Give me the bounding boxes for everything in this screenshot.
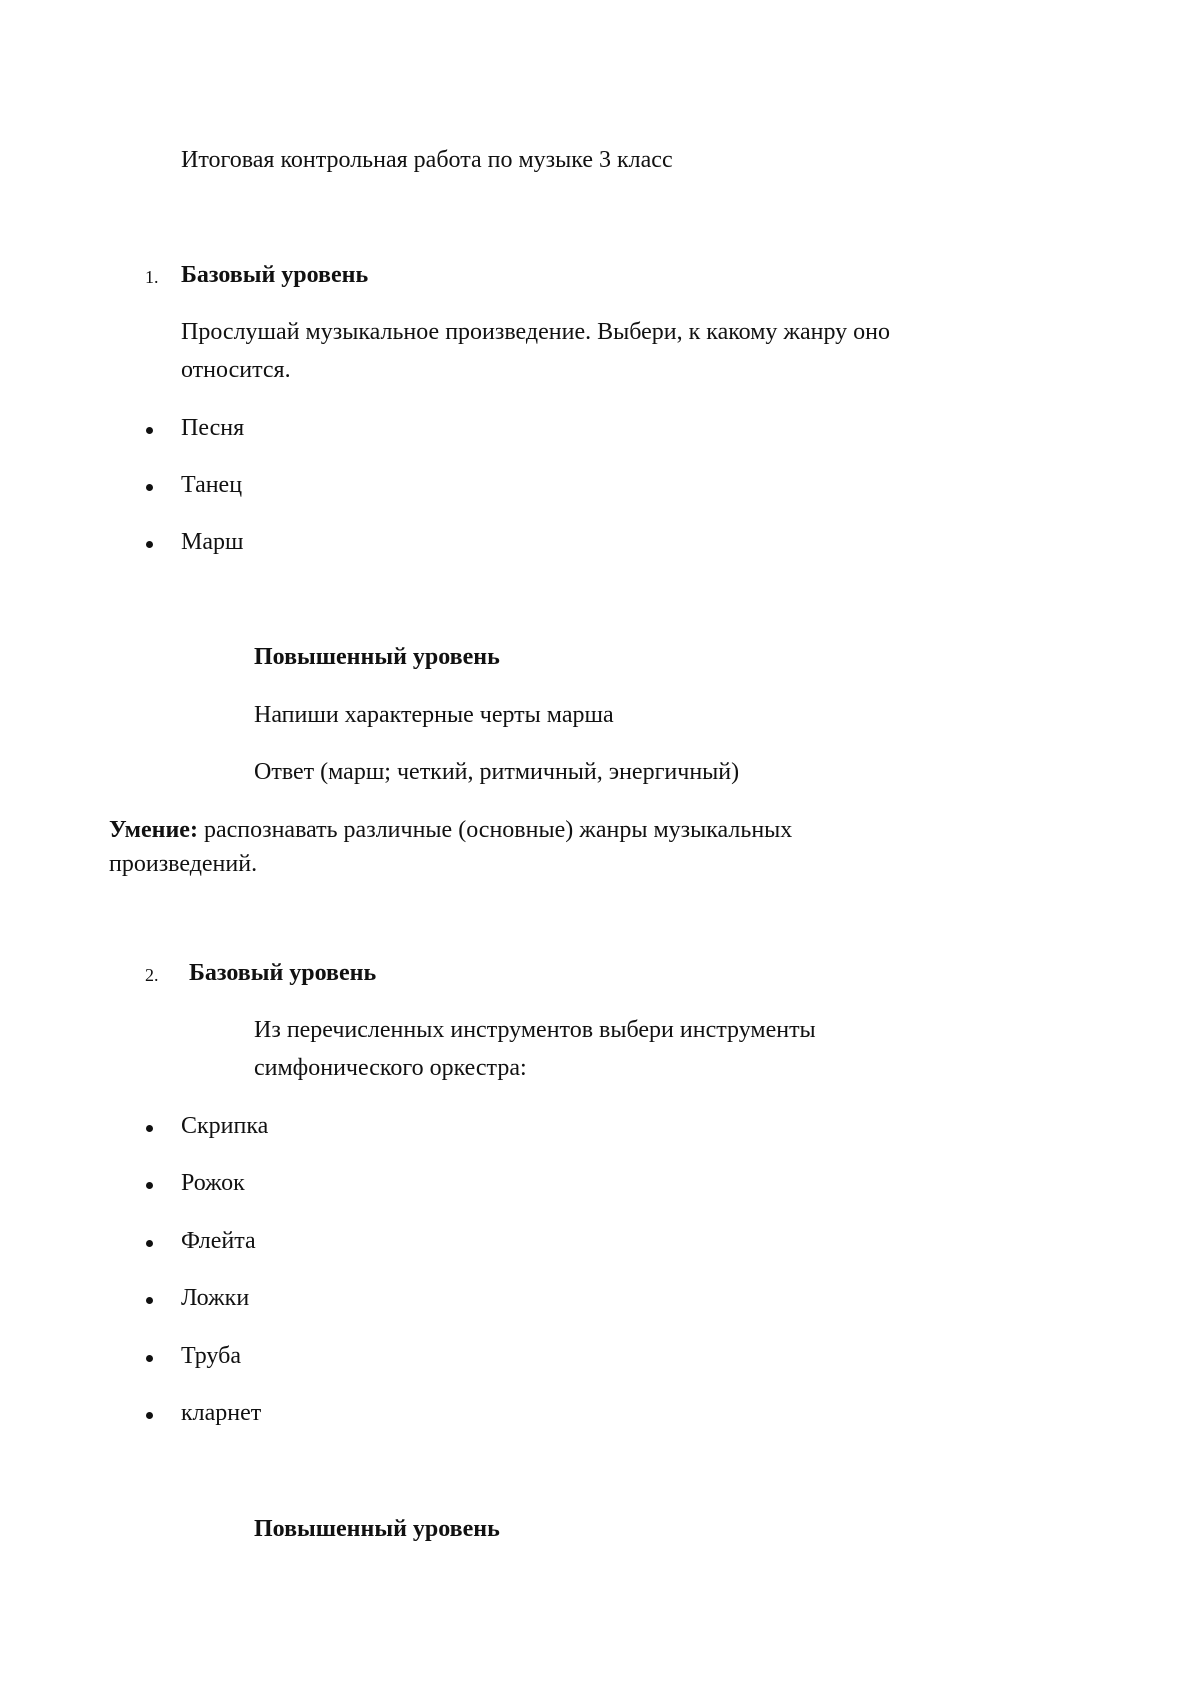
task-2-option: Труба xyxy=(181,1343,241,1369)
task-1-advanced-answer: Ответ (марш; четкий, ритмичный, энергичный) xyxy=(254,759,740,785)
bullet-icon xyxy=(146,1297,153,1304)
task-1-skill-line-2: произведений. xyxy=(109,851,258,877)
task-2-option: Флейта xyxy=(181,1228,256,1254)
task-2-advanced-heading: Повышенный уровень xyxy=(254,1516,500,1542)
task-2-option: кларнет xyxy=(181,1400,262,1426)
task-1-heading: Базовый уровень xyxy=(181,262,369,288)
bullet-icon xyxy=(146,1240,153,1247)
task-2-prompt-line-2: симфонического оркестра: xyxy=(254,1055,527,1081)
task-1-advanced-heading: Повышенный уровень xyxy=(254,644,500,670)
bullet-icon xyxy=(146,427,153,434)
task-1-skill-line-1 xyxy=(109,815,792,845)
skill-label: Умение: xyxy=(109,817,198,843)
task-2-heading: Базовый уровень xyxy=(189,960,377,986)
bullet-icon xyxy=(146,1182,153,1189)
task-1-prompt-line-1: Прослушай музыкальное произведение. Выбери, к какому жанру оно xyxy=(181,319,891,345)
bullet-icon xyxy=(146,484,153,491)
bullet-icon xyxy=(146,1125,153,1132)
task-2-option: Ложки xyxy=(181,1285,250,1311)
task-1-option: Песня xyxy=(181,415,245,441)
task-2-prompt-line-1: Из перечисленных инструментов выбери инструменты xyxy=(254,1017,816,1043)
page-title: Итоговая контрольная работа по музыке 3 класс xyxy=(181,147,673,173)
task-2-option: Рожок xyxy=(181,1170,245,1196)
task-1-advanced-prompt: Напиши характерные черты марша xyxy=(254,702,614,728)
task-2-number: 2. xyxy=(145,965,159,985)
task-2-option: Скрипка xyxy=(181,1113,269,1139)
task-1-number: 1. xyxy=(145,267,159,287)
task-1-option: Танец xyxy=(181,472,243,498)
bullet-icon xyxy=(146,541,153,548)
bullet-icon xyxy=(146,1412,153,1419)
task-1-prompt-line-2: относится. xyxy=(181,357,291,383)
skill-text: распознавать различные (основные) жанры музыкальных xyxy=(197,817,793,843)
bullet-icon xyxy=(146,1355,153,1362)
task-1-option: Марш xyxy=(181,529,244,555)
